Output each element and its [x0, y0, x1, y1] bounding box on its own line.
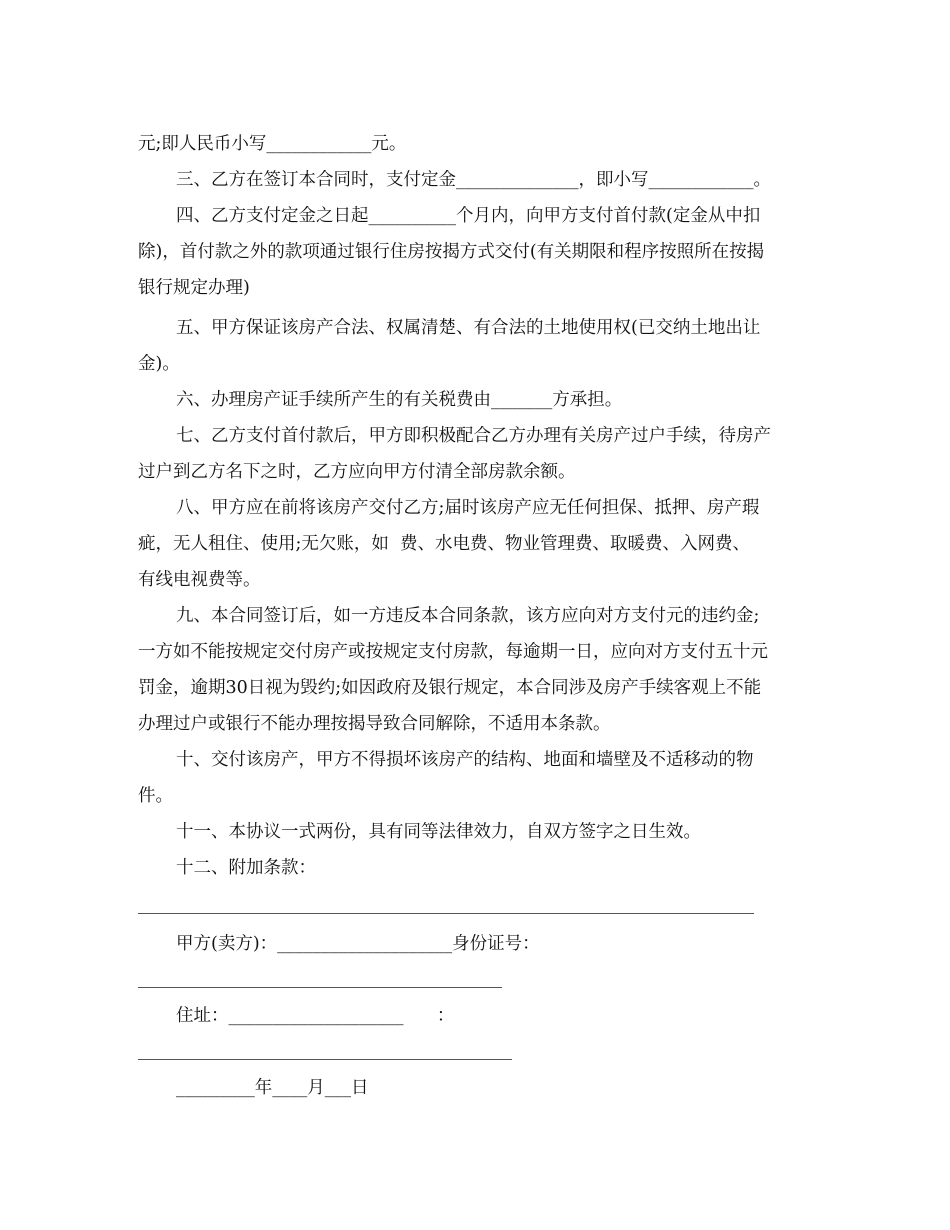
- signature-underline: [138, 1059, 512, 1060]
- signature-underline: [138, 987, 502, 988]
- contract-text-line: 罚金，逾期30日视为毁约;如因政府及银行规定，本合同涉及房产手续客观上不能: [138, 678, 762, 698]
- contract-text-line: 元;即人民币小写____________元。: [138, 134, 407, 154]
- contract-text-line: 除)，首付款之外的款项通过银行住房按揭方式交付(有关期限和程序按照所在按揭: [138, 242, 765, 262]
- contract-text-line: 八、甲方应在前将该房产交付乙方;届时该房产应无任何担保、抵押、房产瑕: [176, 498, 760, 518]
- contract-text-line: _________年____月___日: [176, 1078, 369, 1098]
- contract-text-line: 九、本合同签订后，如一方违反本合同条款，该方应向对方支付元的违约金;: [176, 606, 760, 626]
- contract-text-line: 金)。: [138, 354, 180, 374]
- contract-text-line: 四、乙方支付定金之日起__________个月内，向甲方支付首付款(定金从中扣: [176, 206, 761, 226]
- contract-text-line: 十一、本协议一式两份，具有同等法律效力，自双方签字之日生效。: [176, 822, 701, 842]
- contract-text-line: 过户到乙方名下之时，乙方应向甲方付清全部房款余额。: [138, 462, 576, 482]
- contract-text-line: 七、乙方支付首付款后，甲方即积极配合乙方办理有关房产过户手续，待房产: [176, 426, 771, 446]
- contract-text-line: 六、办理房产证手续所产生的有关税费由_______方承担。: [176, 390, 623, 410]
- contract-text-line: 件。: [138, 786, 173, 806]
- contract-text-line: 五、甲方保证该房产合法、权属清楚、有合法的土地使用权(已交纳土地出让: [176, 318, 761, 338]
- contract-text-line: 有线电视费等。: [138, 570, 261, 590]
- contract-text-line: 疵，无人租住、使用;无欠账，如 费、水电费、物业管理费、取暖费、入网费、: [138, 534, 751, 554]
- contract-text-line: 十二、附加条款：: [176, 858, 316, 878]
- signature-underline: [138, 913, 754, 914]
- contract-text-line: 住址：____________________ ：: [176, 1006, 455, 1026]
- contract-text-line: 三、乙方在签订本合同时，支付定金______________，即小写____________。: [176, 170, 771, 190]
- contract-text-line: 办理过户或银行不能办理按揭导致合同解除，不适用本条款。: [138, 714, 611, 734]
- contract-text-line: 一方如不能按规定交付房产或按规定支付房款，每逾期一日，应向对方支付五十元: [138, 642, 768, 662]
- contract-text-line: 甲方(卖方)：____________________身份证号：: [176, 934, 540, 954]
- contract-text-line: 十、交付该房产，甲方不得损坏该房产的结构、地面和墙壁及不适移动的物: [176, 750, 754, 770]
- contract-text-line: 银行规定办理): [138, 278, 250, 298]
